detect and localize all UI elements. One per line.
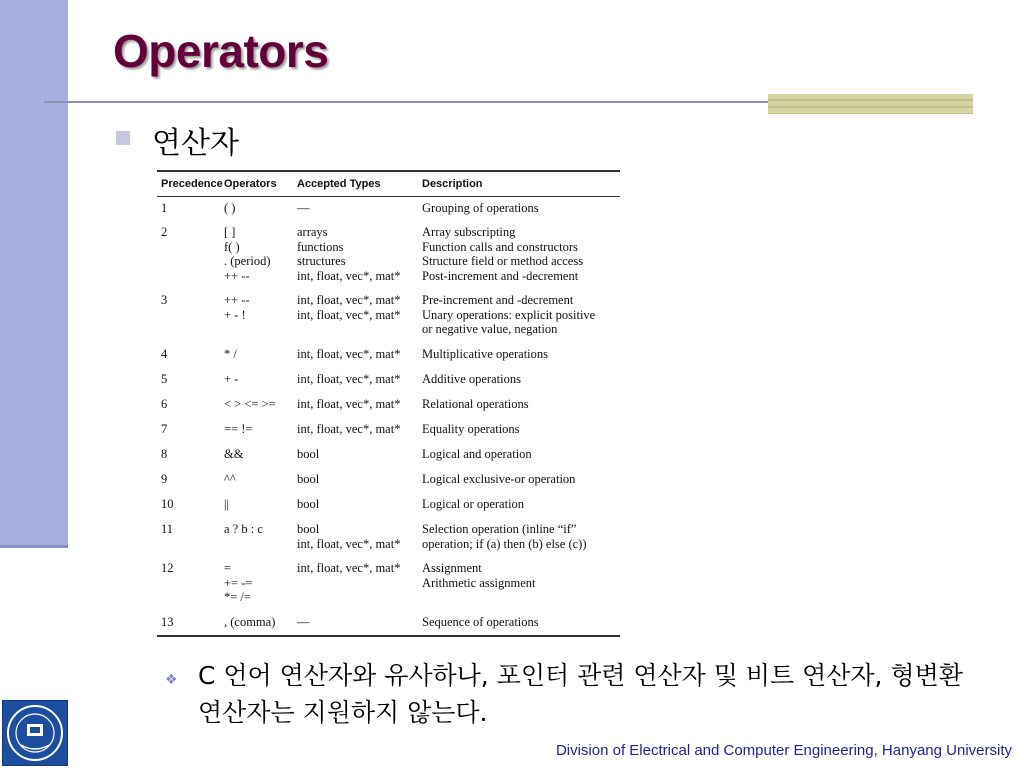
cell-description-line: Logical or operation bbox=[422, 497, 525, 511]
cell-description-line: Post-increment and -decrement bbox=[422, 268, 579, 283]
table-row bbox=[157, 522, 620, 551]
cell-operators-line: . (period) bbox=[224, 254, 271, 268]
cell-operators bbox=[224, 225, 297, 283]
cell-precedence-line: 8 bbox=[161, 447, 168, 461]
cell-operators-line: *= /= bbox=[224, 590, 251, 604]
cell-accepted-types bbox=[297, 497, 422, 512]
cell-operators-line: = bbox=[224, 561, 232, 575]
cell-accepted-types-line: int, float, vec*, mat* bbox=[297, 397, 401, 411]
table-header bbox=[157, 172, 620, 197]
cell-accepted-types-line: int, float, vec*, mat* bbox=[297, 268, 401, 283]
cell-description-line: operation; if (a) then (b) else (c)) bbox=[422, 536, 587, 551]
cell-description-line: Logical exclusive-or operation bbox=[422, 472, 576, 486]
cell-accepted-types bbox=[297, 397, 422, 412]
cell-description bbox=[422, 447, 620, 462]
cell-operators bbox=[224, 372, 297, 387]
cell-description-line: Array subscripting bbox=[422, 225, 516, 239]
cell-precedence bbox=[157, 347, 224, 362]
cell-operators-line: += -= bbox=[224, 575, 253, 590]
cell-description-line: Logical and operation bbox=[422, 447, 532, 461]
cell-accepted-types-line: functions bbox=[297, 239, 344, 254]
cell-operators-line: ++ -- bbox=[224, 293, 250, 307]
cell-accepted-types-line: bool bbox=[297, 447, 320, 461]
cell-accepted-types bbox=[297, 472, 422, 487]
cell-accepted-types bbox=[297, 422, 422, 437]
cell-accepted-types-line: int, float, vec*, mat* bbox=[297, 307, 401, 322]
footer-text: Division of Electrical and Computer Engineering, Hanyang University bbox=[555, 742, 1012, 759]
cell-precedence bbox=[157, 422, 224, 437]
cell-operators bbox=[224, 561, 297, 605]
cell-description-line: Additive operations bbox=[422, 372, 521, 386]
table-row bbox=[157, 497, 620, 512]
cell-operators-line: ++ -- bbox=[224, 268, 250, 283]
cell-accepted-types bbox=[297, 293, 422, 337]
operators-table bbox=[157, 170, 620, 637]
bullet-square-icon bbox=[116, 131, 130, 145]
cell-description-line: or negative value, negation bbox=[422, 322, 558, 336]
cell-accepted-types bbox=[297, 561, 422, 605]
cell-accepted-types-line: int, float, vec*, mat* bbox=[297, 293, 401, 307]
header-operators: Operators bbox=[224, 178, 277, 190]
title-accent-stripes bbox=[768, 94, 973, 114]
cell-precedence-line: 9 bbox=[161, 472, 168, 486]
cell-description-line: Sequence of operations bbox=[422, 615, 539, 629]
cell-operators-line: a ? b : c bbox=[224, 522, 263, 536]
table-row bbox=[157, 293, 620, 337]
cell-accepted-types-line: structures bbox=[297, 254, 346, 268]
cell-accepted-types-line: int, float, vec*, mat* bbox=[297, 536, 401, 551]
table-row bbox=[157, 472, 620, 487]
cell-description-line: Arithmetic assignment bbox=[422, 575, 536, 590]
cell-description-line: Unary operations: explicit positive bbox=[422, 307, 596, 322]
cell-accepted-types bbox=[297, 347, 422, 362]
slide-title: Operators bbox=[113, 25, 329, 77]
table-body bbox=[157, 197, 620, 635]
header-description: Description bbox=[422, 178, 483, 190]
cell-accepted-types bbox=[297, 225, 422, 283]
cell-operators bbox=[224, 615, 297, 630]
cell-operators bbox=[224, 293, 297, 337]
cell-precedence bbox=[157, 522, 224, 551]
cell-precedence bbox=[157, 472, 224, 487]
cell-operators bbox=[224, 422, 297, 437]
cell-precedence bbox=[157, 293, 224, 337]
cell-description bbox=[422, 472, 620, 487]
cell-accepted-types-line: bool bbox=[297, 472, 320, 486]
note-text: C 언어 연산자와 유사하나, 포인터 관련 연산자 및 비트 연산자, 형변환 연산자는 지원하지 않는다. bbox=[198, 661, 963, 727]
table-row bbox=[157, 201, 620, 216]
cell-description bbox=[422, 497, 620, 512]
cell-precedence bbox=[157, 447, 224, 462]
table-row bbox=[157, 615, 620, 630]
left-accent-bar bbox=[0, 0, 68, 547]
cell-operators-line: || bbox=[224, 497, 230, 511]
cell-description-line: Structure field or method access bbox=[422, 254, 584, 268]
header-accepted-types: Accepted Types bbox=[297, 178, 381, 190]
cell-description-line: Equality operations bbox=[422, 422, 520, 436]
cell-description bbox=[422, 347, 620, 362]
cell-operators bbox=[224, 347, 297, 362]
cell-description-line: Assignment bbox=[422, 561, 482, 575]
cell-precedence-line: 10 bbox=[161, 497, 174, 511]
cell-precedence bbox=[157, 561, 224, 605]
cell-description-line: Multiplicative operations bbox=[422, 347, 549, 361]
cell-description-line: Selection operation (inline “if” bbox=[422, 522, 577, 536]
cell-description-line: Function calls and constructors bbox=[422, 239, 578, 254]
cell-operators bbox=[224, 497, 297, 512]
cell-precedence bbox=[157, 372, 224, 387]
cell-description-line: Grouping of operations bbox=[422, 201, 539, 215]
cell-precedence-line: 7 bbox=[161, 422, 168, 436]
cell-operators bbox=[224, 447, 297, 462]
cell-precedence-line: 12 bbox=[161, 561, 174, 575]
cell-precedence-line: 2 bbox=[161, 225, 168, 239]
cell-accepted-types-line: — bbox=[297, 201, 310, 215]
cell-operators-line: ( ) bbox=[224, 201, 236, 215]
cell-operators-line: * / bbox=[224, 347, 237, 361]
cell-description-line: Pre-increment and -decrement bbox=[422, 293, 574, 307]
cell-accepted-types-line: bool bbox=[297, 497, 320, 511]
cell-accepted-types bbox=[297, 615, 422, 630]
bullet-text: 연산자 bbox=[152, 126, 239, 161]
cell-accepted-types-line: int, float, vec*, mat* bbox=[297, 422, 401, 436]
table-row bbox=[157, 347, 620, 362]
table-row bbox=[157, 397, 620, 412]
cell-description-line: Relational operations bbox=[422, 397, 529, 411]
cell-operators-line: + - ! bbox=[224, 307, 246, 322]
cell-operators-line: < > <= >= bbox=[224, 397, 276, 411]
cell-precedence-line: 4 bbox=[161, 347, 168, 361]
cell-description bbox=[422, 201, 620, 216]
cell-precedence-line: 1 bbox=[161, 201, 168, 215]
left-accent-bar-edge bbox=[0, 545, 68, 548]
cell-precedence bbox=[157, 615, 224, 630]
cell-accepted-types bbox=[297, 447, 422, 462]
cell-precedence-line: 13 bbox=[161, 615, 174, 629]
cell-description bbox=[422, 372, 620, 387]
cell-operators-line: f( ) bbox=[224, 239, 240, 254]
cell-accepted-types bbox=[297, 201, 422, 216]
header-precedence: Precedence bbox=[161, 178, 223, 190]
cell-precedence bbox=[157, 397, 224, 412]
cell-operators-line: , (comma) bbox=[224, 615, 276, 629]
cell-precedence-line: 6 bbox=[161, 397, 168, 411]
cell-accepted-types bbox=[297, 522, 422, 551]
cell-precedence bbox=[157, 201, 224, 216]
cell-operators-line: ^^ bbox=[224, 472, 236, 486]
cell-description bbox=[422, 397, 620, 412]
seal-graphic bbox=[3, 701, 67, 765]
cell-accepted-types-line: — bbox=[297, 615, 310, 629]
cell-description bbox=[422, 422, 620, 437]
cell-operators-line: == != bbox=[224, 422, 253, 436]
cell-accepted-types-line: int, float, vec*, mat* bbox=[297, 561, 401, 575]
cell-description bbox=[422, 225, 620, 283]
cell-description bbox=[422, 561, 620, 605]
diamond-bullet-icon: ❖ bbox=[165, 672, 178, 688]
cell-description bbox=[422, 293, 620, 337]
table-row bbox=[157, 561, 620, 605]
cell-description bbox=[422, 522, 620, 551]
cell-precedence-line: 5 bbox=[161, 372, 168, 386]
university-seal-logo bbox=[2, 700, 68, 766]
table-row bbox=[157, 372, 620, 387]
cell-accepted-types-line: int, float, vec*, mat* bbox=[297, 372, 401, 386]
table-row bbox=[157, 225, 620, 283]
cell-operators-line: [ ] bbox=[224, 225, 236, 239]
cell-description bbox=[422, 615, 620, 630]
cell-operators-line: && bbox=[224, 447, 244, 461]
cell-precedence-line: 11 bbox=[161, 522, 174, 536]
cell-operators bbox=[224, 472, 297, 487]
cell-accepted-types-line: int, float, vec*, mat* bbox=[297, 347, 401, 361]
cell-precedence bbox=[157, 497, 224, 512]
cell-accepted-types-line: arrays bbox=[297, 225, 328, 239]
table-row bbox=[157, 447, 620, 462]
cell-precedence bbox=[157, 225, 224, 283]
cell-operators bbox=[224, 522, 297, 551]
cell-precedence-line: 3 bbox=[161, 293, 168, 307]
cell-operators bbox=[224, 201, 297, 216]
cell-operators-line: + - bbox=[224, 372, 239, 386]
table-row bbox=[157, 422, 620, 437]
cell-accepted-types-line: bool bbox=[297, 522, 320, 536]
cell-accepted-types bbox=[297, 372, 422, 387]
cell-operators bbox=[224, 397, 297, 412]
